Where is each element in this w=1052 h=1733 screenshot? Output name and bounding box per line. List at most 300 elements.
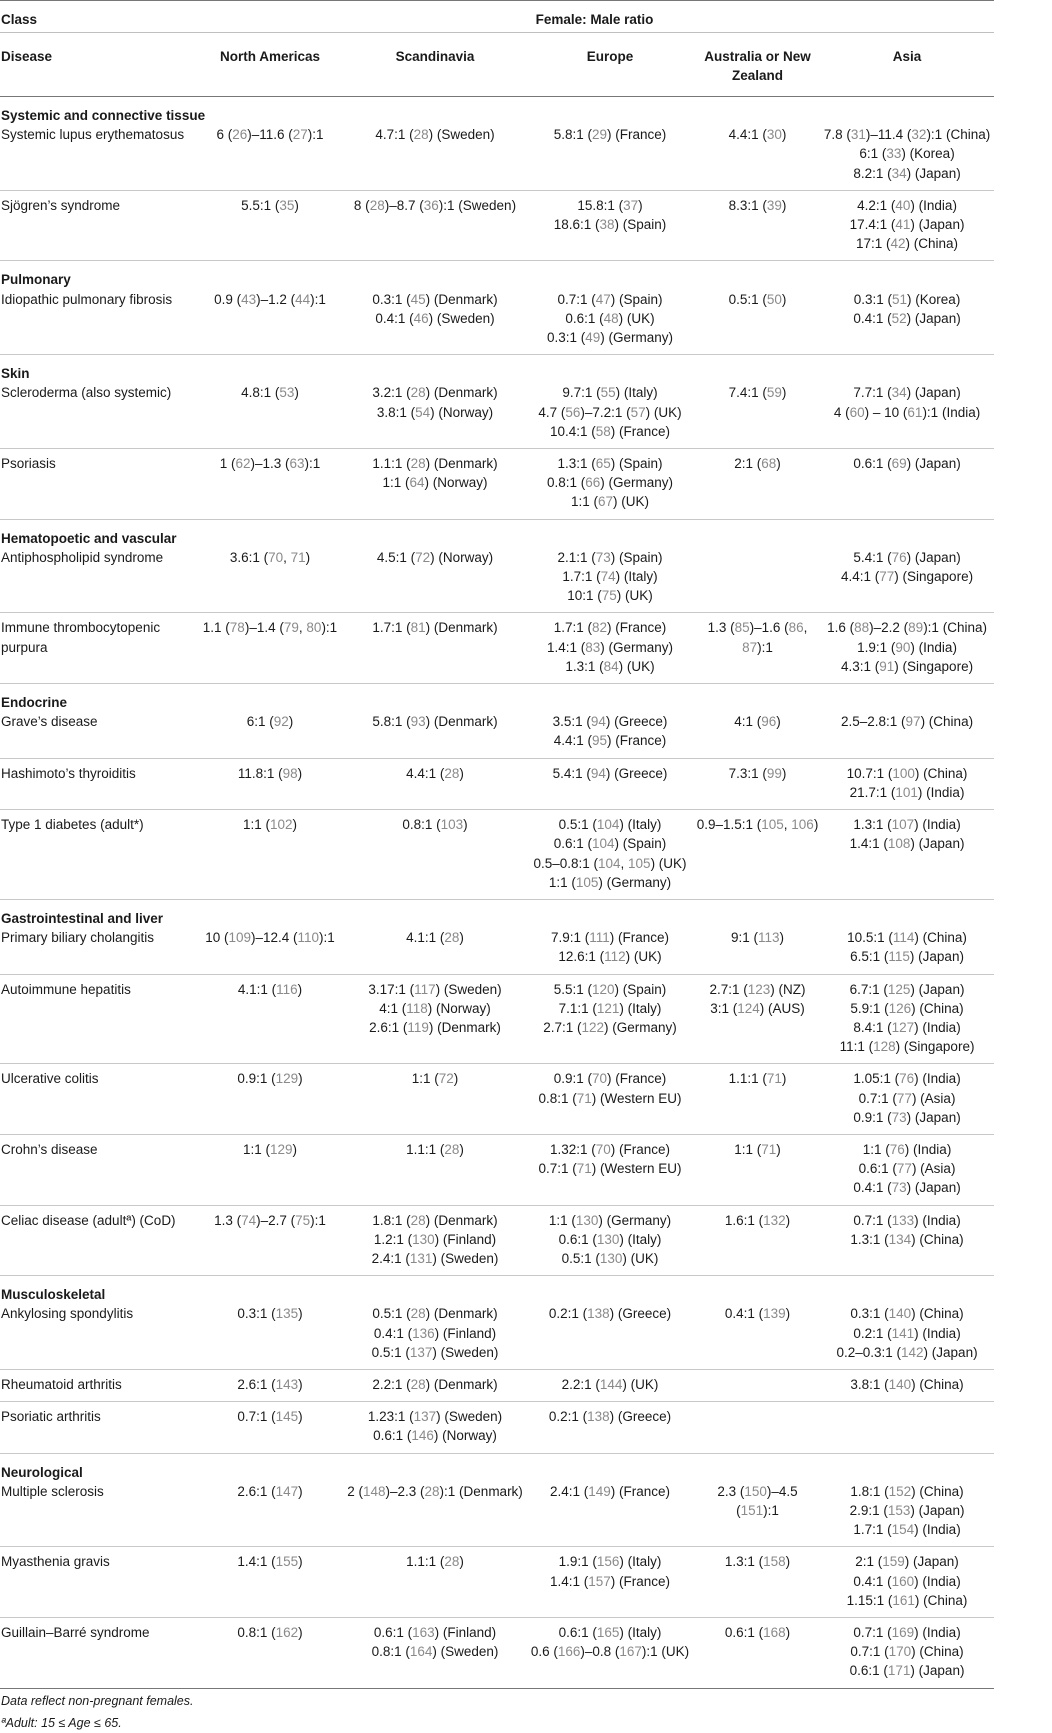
ratio-cell-australia-nz bbox=[695, 1547, 820, 1618]
ratio-text: ) bbox=[298, 1483, 303, 1499]
cell-line bbox=[695, 1552, 820, 1571]
ratio-cell-australia-nz bbox=[695, 1134, 820, 1205]
ratio-text: ) (India) bbox=[914, 817, 961, 833]
ratio-text: ) (France) bbox=[610, 1141, 671, 1157]
reference-number: 66 bbox=[585, 475, 601, 491]
cell-line bbox=[525, 196, 695, 215]
ratio-text: 2.3 ( bbox=[717, 1483, 745, 1499]
ratio-text: 0.3:1 ( bbox=[372, 291, 411, 307]
reference-number: 76 bbox=[889, 1141, 905, 1157]
reference-number: 138 bbox=[587, 1409, 610, 1425]
ratio-text: ) (Sweden) bbox=[436, 1409, 503, 1425]
ratio-text: ) bbox=[288, 714, 294, 730]
reference-number: 158 bbox=[763, 1554, 786, 1570]
reference-number: 77 bbox=[896, 1090, 912, 1106]
ratio-text: ):1 bbox=[757, 639, 773, 655]
cell-line bbox=[345, 1140, 525, 1159]
reference-number: 63 bbox=[289, 456, 305, 472]
reference-number: 28 bbox=[410, 385, 426, 401]
ratio-cell-europe bbox=[525, 1304, 695, 1369]
ratio-cell-north-americas bbox=[195, 125, 345, 190]
ratio-text: 0.8:1 ( bbox=[237, 1625, 276, 1640]
reference-number: 168 bbox=[763, 1625, 786, 1640]
ratio-text: ) (Japan) bbox=[906, 1109, 961, 1125]
disease-name: Sjögren’s syndrome bbox=[0, 190, 195, 261]
ratio-text: ) (France) bbox=[607, 620, 667, 636]
reference-number: 127 bbox=[891, 1019, 915, 1035]
class-name: Skin bbox=[1, 366, 30, 382]
ratio-cell-australia-nz bbox=[695, 1304, 820, 1369]
ratio-text: ) bbox=[298, 1625, 303, 1640]
reference-number: 107 bbox=[891, 817, 915, 833]
cell-line bbox=[695, 1140, 820, 1159]
ratio-text: ) (Sweden) bbox=[432, 1644, 499, 1660]
ratio-cell-europe bbox=[525, 974, 695, 1064]
ratio-cell-north-americas bbox=[195, 1064, 345, 1135]
reference-number: 115 bbox=[888, 949, 910, 965]
reference-number: 113 bbox=[757, 930, 780, 946]
ratio-cell-asia bbox=[820, 1134, 994, 1205]
ratio-text: 2.4:1 ( bbox=[371, 1250, 410, 1266]
ratio-text: 7.7:1 ( bbox=[853, 385, 892, 401]
cell-line bbox=[695, 383, 820, 402]
cell-line bbox=[820, 1324, 994, 1343]
cell-line bbox=[195, 1375, 345, 1394]
cell-line bbox=[525, 834, 695, 853]
reference-number: 50 bbox=[766, 291, 782, 307]
ratio-cell-australia-nz bbox=[695, 758, 820, 809]
ratio-text: ) (China) bbox=[914, 765, 968, 781]
cell-line bbox=[525, 764, 695, 783]
reference-number: 140 bbox=[888, 1376, 912, 1392]
disease-row bbox=[0, 548, 994, 613]
ratio-text: ) bbox=[781, 1071, 787, 1087]
ratio-text: 3.17:1 ( bbox=[368, 981, 415, 997]
cell-line bbox=[820, 1501, 994, 1520]
ratio-text: ):1 bbox=[310, 291, 326, 307]
reference-number: 78 bbox=[229, 620, 245, 636]
disease-name: Psoriatic arthritis bbox=[0, 1402, 195, 1453]
reference-number: 34 bbox=[891, 385, 907, 401]
ratio-text: ) (Asia) bbox=[911, 1161, 956, 1177]
reference-number: 104 bbox=[597, 855, 621, 871]
reference-number: 157 bbox=[588, 1573, 611, 1589]
reference-number: 93 bbox=[410, 714, 426, 730]
reference-number: 72 bbox=[438, 1071, 454, 1087]
cell-line bbox=[820, 548, 994, 567]
cell-line bbox=[345, 125, 525, 144]
ratio-text: 1.7:1 ( bbox=[853, 1522, 892, 1538]
reference-number: 139 bbox=[763, 1306, 786, 1322]
ratio-text: 0.4:1 ( bbox=[373, 1325, 413, 1341]
ratio-text: 6.5:1 ( bbox=[850, 949, 889, 965]
ratio-text: ) (UK) bbox=[613, 494, 650, 510]
ratio-cell-australia-nz bbox=[695, 290, 820, 355]
reference-number: 134 bbox=[888, 1231, 912, 1247]
ratio-text: 2.7:1 ( bbox=[543, 1019, 582, 1035]
reference-number: 28 bbox=[410, 1376, 426, 1392]
ratio-cell-europe bbox=[525, 1064, 695, 1135]
reference-number: 80 bbox=[306, 620, 322, 636]
region-header-europe: Europe bbox=[525, 33, 695, 97]
ratio-cell-australia-nz bbox=[695, 1482, 820, 1547]
ratio-text: ) (India) bbox=[910, 639, 957, 655]
reference-number: 45 bbox=[410, 291, 426, 307]
reference-number: 166 bbox=[557, 1644, 581, 1660]
cell-line bbox=[820, 815, 994, 834]
reference-number: 46 bbox=[413, 310, 429, 326]
cell-line bbox=[195, 290, 345, 309]
reference-number: 121 bbox=[596, 1000, 620, 1016]
class-row bbox=[0, 899, 994, 928]
cell-line bbox=[695, 618, 820, 637]
reference-number: 105 bbox=[761, 817, 784, 833]
cell-line bbox=[345, 1324, 525, 1343]
ratio-text: 0.5:1 ( bbox=[372, 1306, 411, 1322]
cell-line bbox=[820, 164, 994, 183]
cell-line bbox=[820, 999, 994, 1018]
ratio-cell-scandinavia bbox=[345, 1134, 525, 1205]
ratio-text: 0.9:1 ( bbox=[553, 1071, 592, 1087]
reference-number: 40 bbox=[895, 197, 911, 213]
ratio-text: 10 ( bbox=[205, 930, 229, 946]
ratio-cell-scandinavia bbox=[345, 190, 525, 261]
reference-number: 28 bbox=[369, 197, 385, 213]
cell-line bbox=[820, 1140, 994, 1159]
ratio-cell-north-americas bbox=[195, 1134, 345, 1205]
ratio-cell-north-americas bbox=[195, 1482, 345, 1547]
reference-number: 55 bbox=[600, 385, 616, 401]
reference-number: 30 bbox=[766, 127, 782, 143]
ratio-cell-australia-nz bbox=[695, 1369, 820, 1401]
cell-line bbox=[525, 1482, 695, 1501]
cell-line bbox=[195, 815, 345, 834]
ratio-text: 1.4:1 ( bbox=[549, 1573, 589, 1589]
cell-line bbox=[195, 1211, 345, 1230]
ratio-text: 6:1 ( bbox=[246, 714, 274, 730]
ratio-text: ) (Germany) bbox=[600, 475, 674, 491]
cell-line bbox=[195, 454, 345, 473]
ratio-cell-scandinavia bbox=[345, 928, 525, 974]
region-header-australia-nz: Australia or New Zealand bbox=[695, 33, 820, 97]
ratio-text: ) (Singapore) bbox=[894, 569, 974, 585]
reference-number: 70 bbox=[591, 1071, 608, 1087]
ratio-text: ):1 (Sweden) bbox=[438, 197, 517, 213]
ratio-cell-australia-nz bbox=[695, 449, 820, 520]
cell-line bbox=[820, 1230, 994, 1249]
ratio-cell-asia bbox=[820, 290, 994, 355]
cell-line bbox=[345, 1426, 525, 1445]
cell-line bbox=[820, 1304, 994, 1323]
ratio-text: ) (Finland) bbox=[434, 1625, 497, 1640]
ratio-text: 0.2:1 ( bbox=[548, 1409, 588, 1425]
ratio-text: )–11.6 ( bbox=[247, 127, 293, 143]
ratio-text: 0.7:1 ( bbox=[853, 1212, 892, 1228]
reference-number: 94 bbox=[590, 714, 606, 730]
reference-number: 108 bbox=[887, 836, 911, 852]
ratio-cell-north-americas bbox=[195, 1618, 345, 1689]
ratio-text: )–12.4 ( bbox=[250, 930, 298, 946]
reference-number: 138 bbox=[587, 1306, 610, 1322]
reference-number: 105 bbox=[575, 874, 599, 890]
ratio-text: 3.2:1 ( bbox=[372, 385, 411, 401]
cell-line bbox=[525, 454, 695, 473]
ratio-text: 1:1 ( bbox=[242, 1141, 270, 1157]
reference-number: 137 bbox=[413, 1409, 437, 1425]
reference-number: 137 bbox=[409, 1344, 433, 1360]
reference-number: 71 bbox=[766, 1071, 782, 1087]
cell-line bbox=[695, 125, 820, 144]
ratio-text: 1.3:1 ( bbox=[850, 1231, 889, 1247]
ratio-cell-australia-nz bbox=[695, 928, 820, 974]
ratio-text: ) bbox=[781, 197, 787, 213]
ratio-text: 1.4:1 ( bbox=[849, 836, 888, 852]
cell-line bbox=[695, 638, 820, 657]
cell-line bbox=[195, 196, 345, 215]
ratio-text: 0.6:1 ( bbox=[558, 1625, 597, 1640]
reference-number: 109 bbox=[228, 930, 251, 946]
ratio-text: 2.6:1 ( bbox=[237, 1483, 276, 1499]
cell-line bbox=[820, 834, 994, 853]
disease-row bbox=[0, 1304, 994, 1369]
cell-line bbox=[820, 783, 994, 802]
ratio-text: 1.9:1 ( bbox=[857, 639, 896, 655]
cell-line bbox=[345, 548, 525, 567]
reference-number: 64 bbox=[409, 475, 425, 491]
ratio-text: )–2.2 ( bbox=[869, 620, 909, 636]
ratio-cell-north-americas bbox=[195, 974, 345, 1064]
disease-name: Rheumatoid arthritis bbox=[0, 1369, 195, 1401]
disease-row bbox=[0, 1618, 994, 1689]
ratio-text: 0.6:1 ( bbox=[724, 1625, 764, 1640]
ratio-text: ) (Germany) bbox=[604, 1019, 677, 1035]
cell-line bbox=[195, 1069, 345, 1088]
cell-line bbox=[525, 125, 695, 144]
ratio-text: ) (Denmark) bbox=[425, 1376, 498, 1392]
reference-number: 94 bbox=[590, 765, 606, 781]
disease-row bbox=[0, 1205, 994, 1276]
cell-line bbox=[820, 928, 994, 947]
ratio-cell-europe bbox=[525, 1547, 695, 1618]
cell-line bbox=[195, 1623, 345, 1642]
disease-row bbox=[0, 810, 994, 900]
ratio-cell-north-americas bbox=[195, 190, 345, 261]
ratio-cell-australia-nz bbox=[695, 190, 820, 261]
ratio-text: ) (UK) bbox=[645, 404, 682, 420]
reference-number: 48 bbox=[603, 310, 619, 326]
disease-name: Systemic lupus erythematosus bbox=[0, 125, 195, 190]
ratio-text: ) (Spain) bbox=[610, 456, 663, 472]
ratio-cell-asia bbox=[820, 190, 994, 261]
cell-line bbox=[820, 712, 994, 731]
ratio-cell-scandinavia bbox=[345, 712, 525, 758]
cell-line bbox=[345, 618, 525, 637]
reference-number: 28 bbox=[444, 1141, 460, 1157]
ratio-text: ) (Japan) bbox=[923, 1344, 978, 1360]
reference-number: 167 bbox=[619, 1644, 642, 1660]
ratio-text: ) bbox=[459, 1141, 464, 1157]
ratio-text: ) (Singapore) bbox=[894, 658, 974, 674]
cell-line bbox=[345, 764, 525, 783]
cell-line bbox=[345, 383, 525, 402]
reference-number: 33 bbox=[886, 146, 902, 162]
ratio-text: 1.8:1 ( bbox=[372, 1212, 411, 1228]
ratio-text: ) bbox=[779, 930, 785, 946]
ratio-cell-scandinavia bbox=[345, 125, 525, 190]
ratio-text: ) (Norway) bbox=[433, 1428, 497, 1444]
ratio-text: 2.2:1 ( bbox=[561, 1376, 600, 1392]
reference-number: 28 bbox=[410, 1212, 426, 1228]
cell-line bbox=[195, 928, 345, 947]
reference-number: 160 bbox=[891, 1573, 915, 1589]
reference-number: 135 bbox=[275, 1306, 299, 1322]
ratio-text: 1.32:1 ( bbox=[549, 1141, 596, 1157]
class-row bbox=[0, 97, 994, 126]
disease-name: Antiphospholipid syndrome bbox=[0, 548, 195, 613]
ratio-text: 0.6:1 ( bbox=[373, 1428, 412, 1444]
ratio-text: 3:1 ( bbox=[710, 1000, 738, 1016]
reference-number: 133 bbox=[891, 1212, 915, 1228]
ratio-text: 2.9:1 ( bbox=[849, 1502, 888, 1518]
cell-line bbox=[525, 1304, 695, 1323]
ratio-text: ) (China) bbox=[905, 236, 959, 252]
cell-line bbox=[695, 196, 820, 215]
ratio-text: ) bbox=[459, 1554, 464, 1570]
ratio-text: ) (Italy) bbox=[619, 1554, 662, 1570]
ratio-text: , bbox=[803, 620, 808, 636]
ratio-text: ) (India) bbox=[914, 1625, 961, 1640]
ratio-text: 9:1 ( bbox=[730, 930, 758, 946]
cell-line bbox=[345, 712, 525, 731]
reference-number: 96 bbox=[761, 714, 777, 730]
reference-number: 95 bbox=[591, 733, 608, 749]
reference-number: 56 bbox=[565, 404, 581, 420]
disease-name: Grave’s disease bbox=[0, 712, 195, 758]
ratio-text: ) (Korea) bbox=[907, 291, 961, 307]
reference-number: 153 bbox=[887, 1502, 911, 1518]
class-row bbox=[0, 1453, 994, 1482]
ratio-text: 4.1:1 ( bbox=[406, 930, 445, 946]
ratio-text: ) (India) bbox=[904, 1141, 952, 1157]
cell-line bbox=[820, 1572, 994, 1591]
cell-line bbox=[525, 1018, 695, 1037]
ratio-text: ) (Italy) bbox=[615, 385, 658, 401]
ratio-cell-australia-nz bbox=[695, 125, 820, 190]
reference-number: 83 bbox=[585, 639, 601, 655]
ratio-text: ) (Italy) bbox=[619, 1625, 662, 1640]
ratio-text: ) bbox=[292, 1141, 298, 1157]
reference-number: 36 bbox=[423, 197, 439, 213]
ratio-cell-australia-nz bbox=[695, 1064, 820, 1135]
ratio-text: 2.6:1 ( bbox=[237, 1376, 276, 1392]
ratio-cell-asia bbox=[820, 548, 994, 613]
reference-number: 70 bbox=[268, 549, 284, 565]
cell-line bbox=[345, 403, 525, 422]
ratio-text: ) (Sweden) bbox=[432, 1250, 499, 1266]
cell-line bbox=[525, 657, 695, 676]
cell-line bbox=[525, 1552, 695, 1571]
cell-line bbox=[525, 290, 695, 309]
ratio-text: ) (Sweden) bbox=[435, 981, 502, 997]
ratio-text: 5.9:1 ( bbox=[850, 1000, 889, 1016]
ratio-cell-australia-nz bbox=[695, 1205, 820, 1276]
ratio-text: ) (Western EU) bbox=[591, 1090, 682, 1106]
ratio-text: ):1 bbox=[310, 1212, 326, 1228]
ratio-text: ) (France) bbox=[610, 423, 671, 439]
ratio-text: ):1 bbox=[307, 127, 324, 143]
cell-line bbox=[820, 403, 994, 422]
ratio-text: 0.6:1 ( bbox=[558, 1231, 597, 1247]
ratio-text: )–1.2 ( bbox=[256, 291, 296, 307]
ratio-text: 1.23:1 ( bbox=[367, 1409, 414, 1425]
ratio-text: 0.8:1 ( bbox=[546, 475, 586, 491]
cell-line bbox=[345, 1623, 525, 1642]
ratio-text: 1:1 ( bbox=[411, 1071, 439, 1087]
cell-line bbox=[820, 454, 994, 473]
class-name: Endocrine bbox=[1, 695, 68, 711]
ratio-cell-europe bbox=[525, 1369, 695, 1401]
ratio-text: , bbox=[620, 855, 629, 871]
class-header: Class bbox=[0, 1, 195, 33]
ratio-text: 1.1:1 ( bbox=[728, 1071, 767, 1087]
reference-number: 28 bbox=[413, 127, 429, 143]
reference-number: 145 bbox=[275, 1409, 299, 1425]
cell-line bbox=[695, 980, 820, 999]
ratio-text: ) (Spain) bbox=[610, 291, 663, 307]
reference-number: 31 bbox=[850, 127, 866, 143]
class-row bbox=[0, 1276, 994, 1305]
reference-number: 164 bbox=[409, 1644, 433, 1660]
ratio-text: ) bbox=[298, 1554, 303, 1570]
reference-number: 74 bbox=[241, 1212, 257, 1228]
cell-line bbox=[820, 764, 994, 783]
ratio-text: ) (Italy) bbox=[619, 1231, 662, 1247]
ratio-text: ) (Italy) bbox=[619, 1000, 662, 1016]
reference-number: 162 bbox=[275, 1625, 299, 1640]
cell-line bbox=[525, 1230, 695, 1249]
ratio-text: 8.3:1 ( bbox=[728, 197, 767, 213]
ratio-text: ) (Germany) bbox=[598, 874, 672, 890]
ratio-text: 10.7:1 ( bbox=[846, 765, 893, 781]
ratio-text: ) (China) bbox=[911, 1376, 964, 1392]
reference-number: 77 bbox=[896, 1161, 912, 1177]
ratio-text: )–0.8 ( bbox=[580, 1644, 620, 1660]
cell-line bbox=[345, 1018, 525, 1037]
ratio-text: ) (Germany) bbox=[600, 330, 674, 346]
region-header-scandinavia: Scandinavia bbox=[345, 33, 525, 97]
disease-row bbox=[0, 190, 994, 261]
reference-number: 170 bbox=[888, 1644, 912, 1660]
reference-number: 73 bbox=[891, 1180, 907, 1196]
ratio-text: ) bbox=[297, 981, 303, 997]
reference-number: 102 bbox=[269, 817, 293, 833]
reference-number: 53 bbox=[279, 385, 295, 401]
reference-number: 116 bbox=[276, 981, 298, 997]
ratio-text: ) (Denmark) bbox=[425, 714, 498, 730]
ratio-text: 0.7:1 ( bbox=[858, 1090, 897, 1106]
ratio-text: ) (Japan) bbox=[910, 981, 965, 997]
ratio-text: ) (China) bbox=[914, 930, 967, 946]
ratio-text: )–4.5 ( bbox=[736, 1483, 798, 1518]
ratio-text: 1.3:1 ( bbox=[724, 1554, 764, 1570]
ratio-cell-north-americas bbox=[195, 1304, 345, 1369]
ratio-text: )–2.3 ( bbox=[385, 1483, 425, 1499]
reference-number: 103 bbox=[440, 817, 464, 833]
cell-line bbox=[695, 290, 820, 309]
disease-row bbox=[0, 290, 994, 355]
class-name: Musculoskeletal bbox=[1, 1287, 106, 1303]
cell-line bbox=[345, 473, 525, 492]
